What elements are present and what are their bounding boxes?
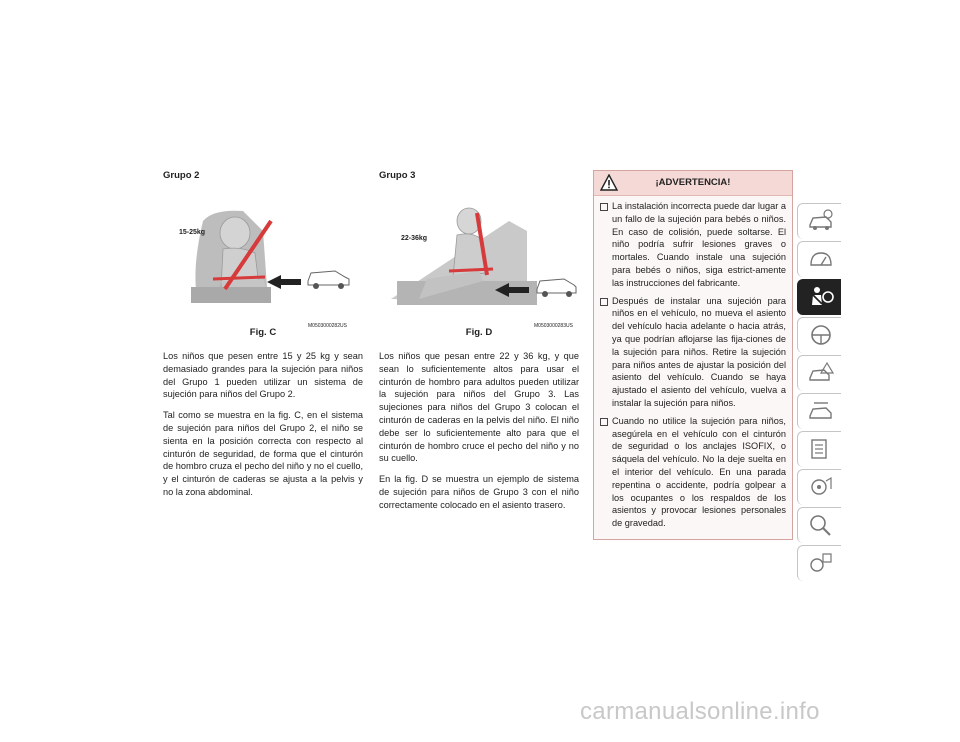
grupo2-heading: Grupo 2: [163, 170, 200, 181]
figure-code: M0503000282US: [308, 323, 347, 329]
maintenance-list-icon: [808, 437, 834, 461]
tab-seatbelt-airbag[interactable]: [797, 279, 841, 315]
warning-item-text: Cuando no utilice la sujeción para niños, asegúrela en el vehículo con el cinturón de seguridad o los anclajes ISOFIX, o sáquela del vehículo. No la deje suelta en el interior del vehículo. En una parada repentina o accidente, podría golpear a los ocupantes o los respaldos de los asientos y provocar lesiones personales de gravedad.: [612, 415, 786, 529]
roadside-warning-icon: [808, 361, 834, 385]
tab-steering-wheel[interactable]: [797, 317, 841, 353]
watermark: carmanualsonline.info: [580, 698, 820, 725]
paragraph: Los niños que pesan entre 22 y 36 kg, y que sean lo suficientemente altos para usar el cinturón de hombro para adultos pueden utilizar la sujeción para niños del Grupo 3. Las sujeciones para niños del Grupo 3 colocan el cinturón de caderas en la pelvis del niño. El niño debe ser lo suficientemente alto para que el cinturón de hombro cruce el pecho del niño y no su cuello.: [379, 351, 579, 464]
warning-item-text: La instalación incorrecta puede dar lugar a un fallo de la sujeción para bebés o niños. En caso de colisión, puede soltarse. El niño podría sufrir lesiones graves o mortales. Cuando instale una sujeción para bebés o niños, siga estrict-amente las instrucciones del fabricante.: [612, 201, 786, 288]
warning-box: [593, 170, 793, 540]
weight-label: 22-36kg: [401, 235, 428, 242]
tab-multimedia[interactable]: [797, 469, 841, 505]
figure-code: M0503000283US: [534, 323, 573, 329]
child-booster-seat-illustration: [163, 191, 363, 309]
paragraph: Los niños que pesen entre 15 y 25 kg y sean demasiado grandes para la sujeción para niños del Grupo 1 pueden utilizar un sistema de sujeción para niños del Grupo 2.: [163, 351, 363, 400]
tab-search-index[interactable]: [797, 507, 841, 543]
figure-caption: Fig. C: [249, 327, 277, 338]
warning-item-text: Después de instalar una sujeción para niños en el vehículo, no mueva el asiento del vehículo hacia adelante o hacia atrás, ya que podrían aflojarse las fija-ciones de la sujeción para niños. Retire la sujeción para niños antes de ajustar la posición del asiento del vehículo. Cuando se haya ajustado el asiento del vehículo, vuelva a instalar la sujeción para niños.: [612, 295, 786, 408]
figure-c: [163, 191, 363, 329]
chapter-tabs: [797, 203, 841, 583]
child-rear-seat-illustration: [379, 191, 579, 309]
warning-title: ¡ADVERTENCIA!: [655, 177, 731, 188]
warning-item: [600, 200, 786, 290]
tab-maintenance-list[interactable]: [797, 431, 841, 467]
paragraph: En la fig. D se muestra un ejemplo de sistema de sujeción para niños de Grupo 3 con el niño correctamente colocado en el asiento trasero.: [379, 474, 579, 510]
language-settings-icon: [808, 551, 834, 575]
figure-d: [379, 191, 579, 329]
grupo3-heading: Grupo 3: [379, 170, 416, 181]
paragraph: Tal como se muestra en la fig. C, en el sistema de sujeción para niños del Grupo 2, el niño se sienta en la posición correcta con respecto al cinturón de seguridad, de forma que el cinturón de hombro cruza el pecho del niño y no el cuello, y el cinturón de caderas se ajusta a la pelvis y no la zona abdominal.: [163, 410, 363, 497]
multimedia-icon: [808, 475, 834, 499]
grupo2-section: [163, 170, 363, 499]
search-index-icon: [808, 513, 834, 537]
warning-item: [600, 295, 786, 410]
tab-dashboard-lights[interactable]: [797, 241, 841, 277]
car-service-icon: [808, 399, 834, 423]
warning-triangle-icon: [600, 174, 618, 191]
tab-roadside-warning[interactable]: [797, 355, 841, 391]
grupo3-section: [379, 170, 579, 512]
warning-item: [600, 415, 786, 530]
checkbox-bullet-icon: [600, 298, 608, 306]
dashboard-lights-icon: [808, 247, 834, 271]
checkbox-bullet-icon: [600, 418, 608, 426]
steering-wheel-icon: [808, 323, 834, 347]
tab-car-info[interactable]: [797, 203, 841, 239]
tab-car-service[interactable]: [797, 393, 841, 429]
warning-list: [594, 196, 792, 530]
tab-language-settings[interactable]: [797, 545, 841, 581]
car-info-icon: [808, 209, 834, 233]
weight-label: 15-25kg: [179, 229, 206, 236]
seatbelt-airbag-icon: [808, 285, 834, 309]
warning-header: [594, 171, 792, 196]
figure-caption: Fig. D: [465, 327, 493, 338]
checkbox-bullet-icon: [600, 203, 608, 211]
